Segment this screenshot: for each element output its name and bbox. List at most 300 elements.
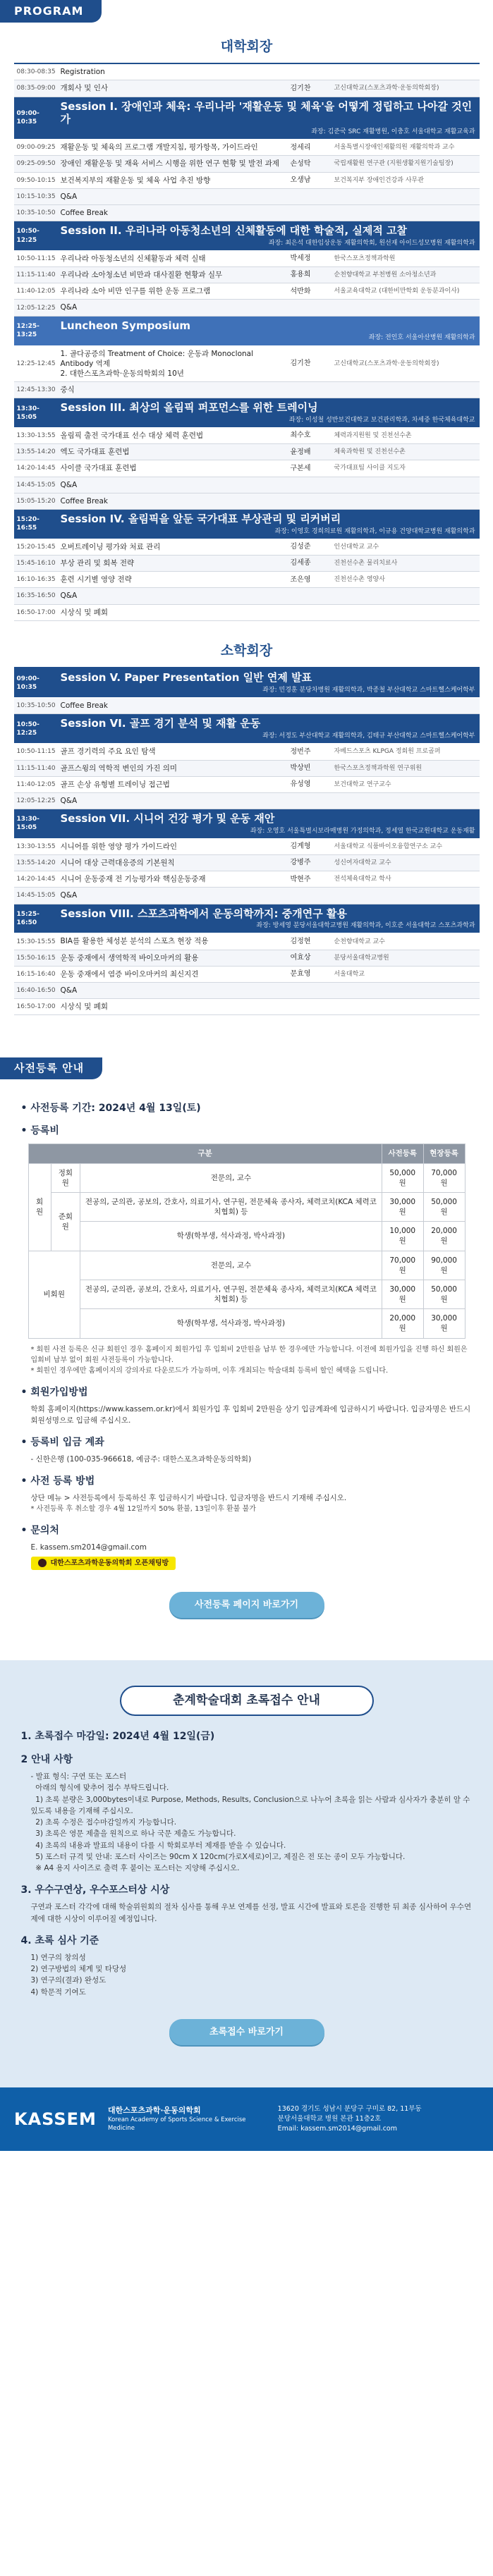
program-row [14,588,480,604]
fee-header-onsite: 현장등록 [423,1144,465,1163]
program-content: 운동 중재에서 염증 바이오마커의 최신지견 [60,969,199,979]
program-affiliation [331,593,480,599]
program-content: Registration [60,68,105,77]
session-title: Session I. 장애인과 체육: 우리나라 '재활운동 및 체육'을 어떻게 정립하고 나아갈 것인가 [60,99,473,126]
program-time: 12:05-12:25 [16,797,56,804]
venue-title-2: 소학회장 [220,642,273,658]
fee-header-pre: 사전등록 [382,1144,423,1163]
program-affiliation: 국가대표팀 사이클 지도자 [334,465,406,472]
method-note: * 사전등록 후 취소할 경우 4월 12일까지 50% 환불, 13일이후 환불 불가 [30,1505,256,1514]
guide-line: 3) 초록은 영문 제출을 원칙으로 하나 국문 제출도 가능합니다. [30,1829,236,1839]
program-speaker: 석반화 [290,287,311,295]
program-speaker: 박현주 [290,875,311,883]
program-affiliation: 분당서울대학교병원 [334,954,389,962]
fee-row [28,1192,465,1221]
program-time: 08:35-09:00 [16,85,56,92]
session-block [56,904,480,933]
program-speaker [289,210,331,216]
program-speaker: 오생남 [290,176,311,184]
program-time: 16:35-16:50 [16,592,56,600]
program-row [14,933,480,950]
program-affiliation: 한국스포츠정책과학원 연구위원 [334,764,422,772]
program-affiliation [331,798,480,804]
program-speaker: 김정현 [290,937,311,945]
program-time: 11:40-12:05 [16,288,56,295]
program-affiliation [331,703,480,709]
program-affiliation: 한국스포츠정책과학원 [334,254,396,262]
program-row [14,428,480,444]
program-time: 15:05-15:20 [16,497,56,505]
fee-table [28,1143,465,1338]
program-speaker: 문효영 [290,970,311,979]
fee-onsite: 30,000원 [423,1309,465,1338]
program-content: Coffee Break [60,496,109,505]
program-time: 13:30-15:05 [16,816,39,832]
program-time: 15:50-16:15 [16,954,56,962]
program-time: 12:45-13:30 [16,386,56,394]
program-row [14,477,480,493]
venue-title-1: 대학회장 [220,38,273,54]
fee-desc: 전문의, 교수 [80,1163,382,1192]
session-block [56,809,480,838]
footer [0,2087,493,2151]
program-content: Coffee Break [60,208,109,217]
registration-period: • 사전등록 기간: 2024년 4월 13일(토) [20,1102,201,1114]
program-speaker [289,798,331,804]
program-speaker [289,305,331,311]
program-time: 15:20-15:45 [16,543,56,551]
program-row [14,460,480,477]
org-name: 대한스포츠과학·운동의학회 [107,2106,201,2116]
session-block [56,668,480,697]
fee-row [28,1163,465,1192]
program-time: 16:50-17:00 [16,608,56,616]
join-text: 학회 홈페이지(https://www.kassem.or.kr)에서 회원가입 후 입회비 2만원을 상기 입금계좌에 입금하시기 바랍니다. 입금자명은 반드시 회원성명으로 입금해 주십시오. [30,1404,471,1425]
program-speaker: 최수호 [290,431,311,440]
program-content: 시니어를 위한 영양 평가 가이드라인 [60,842,177,851]
program-row [14,283,480,300]
program-speaker [289,703,331,709]
session-title: Session III. 최상의 올림픽 퍼포먼스를 위한 트레이닝 [60,401,318,415]
program-time: 13:30-13:55 [16,842,56,850]
program-row [14,777,480,793]
fee-group-nonmember: 비회원 [28,1251,80,1338]
program-row [14,173,480,189]
program-content: 시상식 및 폐회 [60,1002,109,1012]
program-row [14,572,480,588]
session-block [56,317,480,345]
program-affiliation: 보건대학교 연구교수 [334,780,391,788]
program-affiliation: 전석체육대학교 학사 [334,876,391,883]
program-speaker [289,387,331,393]
abstract-award-title: 3. 우수구연상, 우수포스터상 시상 [20,1884,170,1896]
session-chair: 좌장: 이성철 성반보건대학교 보건관리학과, 차세중 한국체육대학교 [288,416,475,424]
fee-note-1: * 회원 사전 등록은 신규 회원인 경우 홈페이지 회원가입 후 입회비 2만원을 납부 한 경우에만 가능합니다. 이전에 회원가입을 진행 하신 회원은 입회비 납부 없이 회원 사전등록이 가능합니다. [30,1345,468,1364]
org-name-en: Korean Academy of Sports Science & Exercise Medicine [107,2116,246,2132]
session-chair: 좌장: 김준국 SRC 재활병원, 이충호 서울대학교 재활교육과 [311,128,475,136]
program-time: 16:50-17:00 [16,1003,56,1011]
fee-pre: 20,000원 [382,1309,423,1338]
program-time: 10:50-12:25 [16,228,39,244]
program-content: 훈련 시기별 영양 전략 [60,575,132,584]
session-row [14,317,480,346]
program-time: 16:10-16:35 [16,576,56,584]
program-speaker [289,194,331,200]
program-content: 우리나라 소아 비만 인구를 위한 운동 프로그램 [60,287,211,296]
program-content: 올림픽 출전 국가대표 선수 대상 체력 훈련법 [60,431,204,441]
guide-line: 4) 초록의 내용과 발표의 내용이 다를 시 학회로부터 제재를 받을 수 있습니다. [30,1841,286,1850]
program-content: 엑도 국가대표 훈련법 [60,448,130,457]
program-speaker: 조은영 [290,575,311,584]
session-row [14,904,480,934]
program-time: 12:05-12:25 [16,304,56,312]
program-affiliation: 서울대학교 식품바이오융합연구소 교수 [334,842,443,850]
session-row [14,668,480,698]
session-block [56,714,480,743]
registration-section [0,1057,493,1618]
fee-row [28,1309,465,1338]
program-content: 1. 골다공증의 Treatment of Choice: 운동과 Monoclonal Antibody 역제 2. 대한스포츠과학·운동의학회의 10년 [60,349,254,378]
session-block [56,398,480,427]
program-content: BIA를 활용한 체성분 분석의 스포츠 현장 적용 [60,937,209,946]
fee-row [28,1251,465,1280]
contact-title: • 문의처 [20,1525,59,1537]
program-speaker: 정세리 [290,143,311,152]
fee-group-member: 회원 [28,1163,51,1251]
program-time: 13:55-14:20 [16,859,56,867]
fee-note-2: * 회원인 경우에만 홈페이지의 강의자료 다운로드가 가능하며, 이후 개최되는 학술대회 등록비 할인 혜택을 드립니다. [30,1366,389,1375]
fee-pre: 50,000원 [382,1163,423,1192]
session-block [56,221,480,250]
footer-address-2: 분당서울대학교 병원 본관 11층2호 [277,2115,382,2123]
program-row [14,444,480,460]
fee-onsite: 70,000원 [423,1163,465,1192]
program-row [14,493,480,510]
program-time: 13:55-14:20 [16,448,56,456]
program-row [14,761,480,777]
session-chair: 좌장: 오영호 서울특별시보라매병원 가정의학과, 정세열 한국교원대학교 운동재활 [250,827,475,835]
program-row [14,156,480,172]
program-affiliation [331,387,480,393]
program-time: 15:45-16:10 [16,560,56,568]
program-speaker: 김성준 [290,543,311,551]
guide-line: 1) 초록 분량은 3,000bytes이내로 Purpose, Methods, Results, Conclusion으로 나누어 초록을 읽는 사람과 심사자가 충분히 알 수 있도록 내용을 기재해 주십시오. [30,1795,473,1815]
program-content: 골프 경기력의 주요 요인 탐색 [60,747,156,756]
program-affiliation: 순천향대학교 부천병원 소아청소년과 [334,271,437,279]
program-affiliation: 보건복지부 장애인건강과 사무관 [334,176,424,184]
session-row [14,221,480,251]
join-title: • 회원가입방법 [20,1386,88,1398]
session-title: Session VII. 시니어 건강 평가 및 운동 재안 [60,812,275,826]
program-row [14,839,480,855]
session-row [14,809,480,839]
fee-label: • 등록비 [20,1125,59,1137]
program-content: 사이클 국가대표 훈련법 [60,464,137,473]
program-time: 14:20-14:45 [16,465,56,472]
session-chair: 좌장: 전인호 서울아산병원 재활의학과 [368,334,475,342]
criteria-item: 2) 연구방법의 체계 및 타당성 [30,1964,127,1973]
program-speaker [289,69,331,75]
program-affiliation [331,1004,480,1010]
fee-desc: 학생(학부생, 석사과정, 박사과정) [80,1309,382,1338]
program-affiliation: 순천향대학교 교수 [334,938,385,945]
program-content: 골프스윙의 역학적 변인의 가진 의미 [60,763,177,773]
kakao-openchat-link[interactable] [31,1557,176,1571]
session-block [56,510,480,539]
abstract-criteria-title: 4. 초록 심사 기준 [20,1934,99,1946]
program-content: 중식 [60,386,75,395]
program-row [14,205,480,221]
program-affiliation: 고신대학교(스포츠과학·운동의학회장) [334,85,439,92]
session-chair: 좌장: 민경훈 분당차병원 재활의학과, 박종철 부산대학교 스마트헬스케어학부 [262,687,475,694]
program-table-2 [14,667,480,1015]
abstract-guide-list [21,1771,473,1874]
abstract-submit-button[interactable]: 초록접수 바로가기 [169,2019,324,2046]
program-content: Q&A [60,986,78,995]
program-affiliation: 진천선수촌 물리치료사 [334,560,398,568]
abstract-title: 춘계학술대회 초록접수 안내 [120,1686,374,1716]
program-speaker [289,893,331,899]
fee-desc: 전공의, 군의관, 공보의, 간호사, 의료기사, 연구원, 전문체육 종사자, 체력코치(KCA 체력코치협회) 등 [80,1192,382,1221]
program-row [14,983,480,999]
program-speaker: 김계형 [290,842,311,851]
program-row [14,300,480,316]
abstract-guide-title: 2 안내 사항 [20,1754,73,1766]
footer-address: 13620 경기도 성남시 분당구 구미로 82, 11부동 [277,2104,422,2113]
guide-line: 5) 포스터 규격 및 안내: 포스터 사이즈는 90cm X 120cm(가로X세로)이고, 제질은 전 또는 종이 모두 가능합니다. [30,1852,406,1861]
program-time: 12:25-13:25 [16,322,39,339]
program-affiliation [331,210,480,216]
program-speaker: 손성탁 [290,159,311,168]
program-affiliation [331,610,480,615]
program-speaker: 강병주 [290,859,311,867]
abstract-deadline: 1. 초록접수 마감일: 2024년 4월 12일(금) [20,1731,215,1743]
fee-row [28,1280,465,1308]
program-speaker: 윤정배 [290,448,311,456]
criteria-item: 4) 학문적 기여도 [30,1987,86,1997]
program-row [14,346,480,383]
program-row [14,64,480,80]
fee-row [28,1222,465,1251]
program-content: 부상 관리 및 회복 전략 [60,559,135,568]
program-time: 16:15-16:40 [16,970,56,978]
program-content: Coffee Break [60,701,109,711]
method-text: 상단 메뉴 > 사전등록에서 등록하신 후 입금하시기 바랍니다. 입금자명을 반드시 기재해 주십시오. [30,1494,347,1503]
program-content: 운동 중재에서 생역학적 바이오마커의 활용 [60,953,199,962]
program-affiliation: 국립재활원 연구관 (지원생활지원기술팀장) [334,160,454,168]
program-affiliation: 성신여자대학교 교수 [334,859,391,867]
guide-line: 2) 초록 수정은 접수마감일까지 가능합니다. [30,1818,177,1827]
program-time: 09:00-10:35 [16,675,39,691]
fee-pre: 30,000원 [382,1192,423,1221]
program-speaker: 김기찬 [290,84,311,92]
program-row [14,189,480,205]
program-time: 14:45-15:05 [16,481,56,489]
program-row [14,556,480,572]
program-row [14,888,480,904]
program-time: 15:30-15:55 [16,938,56,945]
fee-pre: 10,000원 [382,1222,423,1251]
program-content: 장애인 재활운동 및 재육 서비스 시행을 위한 연구 현황 및 발전 과제 [60,159,280,168]
session-title: Session II. 우리나라 아동청소년의 신체활동에 대한 학술적, 실제적 고찰 [60,224,408,238]
session-title: Session VIII. 스포츠과학에서 운동의학까지: 중개연구 활용 [60,907,347,920]
program-speaker: 유성영 [290,780,311,788]
program-time: 11:15-11:40 [16,764,56,772]
program-speaker [289,482,331,488]
program-content: 오버트레이닝 평가와 처료 관리 [60,542,161,551]
program-affiliation: 서울특별시장애인재활의원 재활의학과 교수 [334,144,455,152]
account-text: - 신한은행 (100-035-966618, 예금주: 대한스포츠과학운동의학회) [30,1454,252,1464]
program-affiliation: 자베드스포츠 KLPGA 정회원 프로골퍼 [334,748,441,756]
program-speaker: 구본세 [290,464,311,472]
program-speaker [289,610,331,615]
program-time: 10:35-10:50 [16,702,56,710]
program-row [14,267,480,283]
program-content: Q&A [60,303,78,312]
program-affiliation: 체육과학원 및 진천선수촌 [334,448,406,456]
program-row [14,539,480,556]
session-chair: 좌장: 서정도 부산대학교 재활의학과, 김태규 부산대학교 스마트헬스케어학부 [262,732,475,740]
session-title: Session VI. 골프 경기 분석 및 재활 운동 [60,717,261,730]
session-block [56,97,480,140]
program-time: 10:15-10:35 [16,192,56,200]
program-time: 10:35-10:50 [16,209,56,216]
program-speaker [289,1004,331,1010]
program-speaker: 김기찬 [290,360,311,368]
fee-sub-associate: 준회원 [51,1192,80,1251]
session-title: Luncheon Symposium [60,319,190,332]
program-time: 13:30-13:55 [16,432,56,440]
guide-line: - 발표 형식: 구연 또는 포스터 [30,1772,127,1781]
logo-text: KASSEM [14,2109,97,2130]
program-time: 11:40-12:05 [16,780,56,788]
program-row [14,140,480,156]
session-row [14,398,480,428]
fee-desc: 전공의, 군의관, 공보의, 간호사, 의료기사, 연구원, 전문체육 종사자, 체력코치(KCA 체력코치협회) 등 [80,1280,382,1308]
session-row [14,510,480,539]
program-affiliation [331,305,480,311]
fee-pre: 30,000원 [382,1280,423,1308]
session-chair: 좌장: 방세영 분당서울대학교병원 재활의학과, 이호준 서울대학교 스포츠과학과 [256,922,475,930]
program-time: 10:50-12:25 [16,720,39,737]
program-time: 09:00-10:35 [16,110,39,126]
program-speaker [289,498,331,504]
program-time: 15:25-16:50 [16,910,39,927]
program-time: 14:45-15:05 [16,892,56,900]
registration-page-button[interactable]: 사전등록 페이지 바로가기 [169,1592,324,1619]
program-row [14,967,480,983]
program-speaker: 박세정 [290,254,311,263]
program-content: 골프 손상 유형별 트레이닝 접근법 [60,780,170,789]
abstract-section [0,1660,493,2087]
criteria-item: 3) 연구의(결과) 완성도 [30,1976,106,1985]
program-speaker: 홍용희 [290,271,311,279]
fee-header-category: 구분 [28,1144,382,1163]
program-time: 11:15-11:40 [16,271,56,279]
program-row [14,80,480,97]
program-row [14,950,480,967]
program-affiliation: 고신대학교(스포츠과학·운동의학회장) [334,360,439,367]
program-content: Q&A [60,480,78,489]
fee-onsite: 90,000원 [423,1251,465,1280]
fee-sub-regular: 정회원 [51,1163,80,1192]
program-time: 10:50-11:15 [16,254,56,262]
program-content: Q&A [60,796,78,805]
program-time: 15:20-16:55 [16,516,39,532]
program-affiliation [331,482,480,488]
program-row [14,855,480,871]
program-content: 시니어 대상 근력대응증의 기본원칙 [60,859,175,868]
program-speaker: 여효상 [290,953,311,962]
kakao-icon [38,1559,47,1567]
program-affiliation [331,194,480,200]
program-affiliation [331,893,480,899]
account-title: • 등록비 입금 계좌 [20,1437,104,1449]
session-row [14,714,480,744]
program-row [14,382,480,398]
program-content: 재활운동 및 체육의 프로그램 개발지침, 평가항목, 가이드라인 [60,143,258,152]
contact-email[interactable]: E. kassem.sm2014@gmail.com [30,1543,147,1552]
program-speaker [289,988,331,993]
program-row [14,793,480,809]
program-affiliation [331,988,480,993]
guide-line: 아래의 형식에 맞추어 접수 부탁드립니다. [30,1784,169,1793]
program-time: 09:00-09:25 [16,144,56,152]
program-affiliation: 체력과지원원 및 진천선수촌 [334,432,412,440]
fee-onsite: 50,000원 [423,1192,465,1221]
guide-line: ※ A4 용지 사이즈로 출력 후 붙이는 포스터는 지양해 주십시오. [30,1864,240,1873]
program-time: 16:40-16:50 [16,987,56,995]
program-speaker: 김세종 [290,559,311,568]
program-time: 13:30-15:05 [16,405,39,421]
session-title: Session V. Paper Presentation 일반 연제 발표 [60,671,312,685]
kakao-label: 대한스포츠과학운동의학회 오픈채팅방 [50,1559,169,1567]
fee-onsite: 50,000원 [423,1280,465,1308]
program-time: 10:50-11:15 [16,748,56,756]
program-time: 09:25-09:50 [16,160,56,168]
program-affiliation: 서울대학교 [334,970,365,978]
program-row [14,605,480,621]
program-tab-label: PROGRAM [0,0,102,23]
program-row [14,698,480,714]
method-title: • 사전 등록 방법 [20,1476,95,1488]
criteria-item: 1) 연구의 창의성 [30,1953,86,1962]
program-content: 시니어 운동중재 전 기능평가와 핵심운동중재 [60,875,206,884]
program-speaker: 정번주 [290,747,311,756]
program-content: 보건복지부의 재활운동 및 체육 사업 추진 방향 [60,176,211,185]
program-content: 시상식 및 폐회 [60,608,109,617]
kassem-logo [14,2108,97,2130]
program-content: Q&A [60,192,78,201]
program-affiliation [331,498,480,504]
fee-pre: 70,000원 [382,1251,423,1280]
program-affiliation: 인선대학교 교수 [334,543,379,551]
program-affiliation: 서울교육대학교 (대한비만학회 운동분과이사) [334,288,460,295]
abstract-criteria-list [21,1952,473,1998]
program-row [14,251,480,267]
program-time: 12:25-12:45 [16,360,56,367]
program-time: 08:30-08:35 [16,68,56,76]
abstract-award-text: 구연과 포스터 각각에 대해 학술위원회의 절차 심사를 통해 우보 연제를 선정, 발표 시간에 발표와 토론을 진행한 뒤 최종 심사하여 우수연제에 대한 시상이 이루어질 예정입니다. [30,1903,472,1923]
session-chair: 좌장: 최은석 대한임상운동 재활의학회, 원선재 아이드성모병원 재활의학과 [268,239,475,247]
program-speaker [289,593,331,599]
program-content: 우리나라 소아청소년 비만과 대사질환 현황과 실무 [60,271,223,280]
footer-email: Email: kassem.sm2014@gmail.com [277,2125,397,2133]
program-content: Q&A [60,591,78,601]
registration-tab-label: 사전등록 안내 [0,1057,102,1079]
session-title: Session IV. 올림픽을 앞둔 국가대표 부상관리 및 리커버리 [60,512,341,525]
program-time: 14:20-14:45 [16,876,56,883]
